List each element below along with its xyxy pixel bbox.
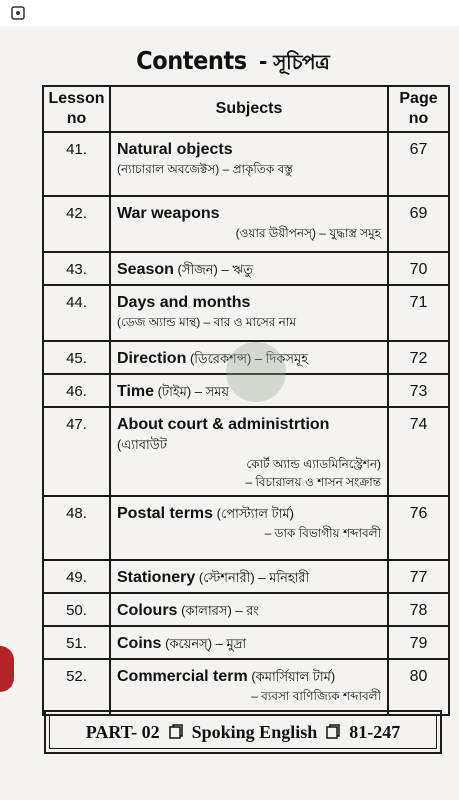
subject-title (117, 568, 381, 588)
lesson-number: 47. (43, 407, 110, 496)
subject-title-bn: (টাইম) – সময় (154, 384, 230, 399)
subject-subtitle: – ডাক বিভাগীয় শব্দাবলী (264, 526, 381, 540)
page-no-header: Page no (388, 86, 449, 132)
subject-title (117, 601, 381, 621)
subject-subtitle: কোর্ট অ্যান্ড এ্যাডমিনিস্ট্রেশন) (246, 457, 381, 471)
subject-title-bn: (ডিরেকশন্স) – দিকসমূহ (186, 351, 309, 366)
toc-row (43, 285, 449, 341)
lesson-number: 44. (43, 285, 110, 341)
part-label: PART- 02 (85, 721, 160, 742)
subject-title-en: Postal terms (117, 505, 214, 522)
subject-title-en: Stationery (117, 569, 196, 586)
lesson-number: 52. (43, 659, 110, 715)
lesson-number: 48. (43, 496, 110, 560)
subject-title-en: Coins (117, 635, 162, 652)
part-name: Spoking English (191, 721, 318, 742)
page-number: 78 (388, 593, 449, 626)
lesson-subject (110, 593, 388, 626)
subject-title-bn: (কালারস) – রং (177, 603, 259, 618)
subject-subtitle: – ব্যবসা বাণিজ্যিক শব্দাবলী (251, 689, 381, 703)
toc-row (43, 593, 449, 626)
page-number: 67 (388, 132, 449, 196)
subject-title-en: About court & administrtion (117, 416, 330, 433)
lesson-subject (110, 196, 388, 252)
page-number: 72 (388, 341, 449, 374)
lesson-number: 45. (43, 341, 110, 374)
lesson-number: 46. (43, 374, 110, 407)
subject-title (117, 204, 381, 224)
lesson-subject (110, 626, 388, 659)
page-number: 70 (388, 252, 449, 285)
subject-title-bn: (কয়েনস্) – মুদ্রা (161, 636, 247, 651)
subject-title (117, 504, 381, 524)
page-number: 74 (388, 407, 449, 496)
lesson-number: 42. (43, 196, 110, 252)
page-number: 76 (388, 496, 449, 560)
lesson-subject (110, 407, 388, 496)
subject-title-en: Days and months (117, 294, 251, 311)
page-number: 79 (388, 626, 449, 659)
lesson-subject (110, 132, 388, 196)
subject-title-bn: (এ্যাবাউট (117, 437, 167, 452)
toc-row (43, 407, 449, 496)
subject-title-en: Time (117, 383, 155, 400)
subject-subtitle: (ওয়ার উয়ীপনস্) – যুদ্ধাস্ত্র সমুহ (235, 226, 381, 240)
subject-title-en: Natural objects (117, 141, 233, 158)
subject-title-en: Commercial term (117, 668, 248, 685)
page-number: 71 (388, 285, 449, 341)
lesson-number: 41. (43, 132, 110, 196)
subject-title-en: Colours (117, 602, 178, 619)
toc-row (43, 659, 449, 715)
subject-title-en: War weapons (117, 205, 220, 222)
lesson-subject (110, 496, 388, 560)
subject-title (117, 415, 381, 455)
subject-title-bn: (পোস্ট্যাল টার্ম) (213, 506, 294, 521)
lesson-number: 51. (43, 626, 110, 659)
subject-subtitle-2: – বিচারালয় ও শাসন সংক্রান্ত (245, 475, 381, 489)
subject-title-bn: (স্টেশনারী) – মনিহারী (195, 570, 310, 585)
toc-row (43, 560, 449, 593)
subject-title-bn: (সীজন) – ঋতু (173, 262, 253, 277)
part-pages: 81-247 (349, 721, 401, 742)
subject-title (117, 293, 381, 313)
lesson-subject (110, 285, 388, 341)
book-icon (325, 724, 341, 740)
subject-title (117, 634, 381, 654)
toc-row (43, 132, 449, 196)
table-header (43, 86, 449, 132)
toc-row (43, 196, 449, 252)
page-edge-tab (0, 646, 14, 692)
watermark-icon (226, 342, 286, 402)
lesson-no-header: Lesson no (43, 86, 110, 132)
subject-subtitle: (ন্যাচারাল অবজেক্টস) – প্রাকৃতিক বস্তু (117, 162, 293, 176)
lesson-subject (110, 252, 388, 285)
book-icon (168, 724, 184, 740)
subject-title-en: Direction (117, 350, 187, 367)
page-number: 80 (388, 659, 449, 715)
lesson-number: 49. (43, 560, 110, 593)
lesson-number: 43. (43, 252, 110, 285)
subject-title-bn: (কমার্সিয়াল টার্ম) (247, 669, 336, 684)
page-number: 73 (388, 374, 449, 407)
notification-icon (10, 5, 26, 21)
status-bar (0, 0, 459, 26)
toc-row (43, 626, 449, 659)
subject-title (117, 667, 381, 687)
lesson-subject (110, 560, 388, 593)
lesson-number: 50. (43, 593, 110, 626)
subject-subtitle: (ডেজ অ্যান্ড মান্থ) – বার ও মাসের নাম (117, 315, 296, 329)
page-title: Contents - সূচিপত্র (135, 46, 330, 75)
page-number: 69 (388, 196, 449, 252)
toc-row (43, 496, 449, 560)
subjects-header: Subjects (110, 86, 388, 132)
subject-title (117, 140, 381, 160)
lesson-subject (110, 659, 388, 715)
toc-row (43, 252, 449, 285)
subject-title (117, 260, 381, 280)
subject-title-en: Season (117, 261, 174, 278)
part-banner (44, 710, 442, 754)
page-number: 77 (388, 560, 449, 593)
